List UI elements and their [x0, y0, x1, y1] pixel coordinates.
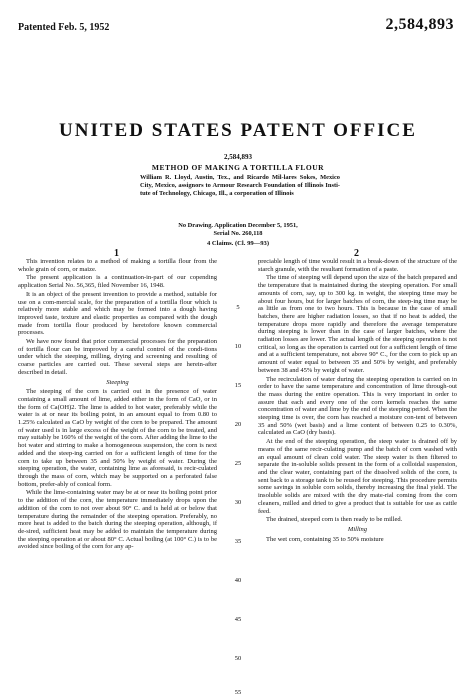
paragraph: The drained, steeped corn is then ready to be milled. — [266, 516, 403, 524]
text-column-1 — [18, 258, 217, 551]
paragraph: While the lime-containing water may be at or near its boiling point prior to the addition of the corn, the temperature immediately drops upon the addition of the corn to not over about 90° C. and is held at or below that temperature during the remainder of the steeping operation. Preferably, no more heat is added to the batch during the steeping operation, although, if de-sired, sufficient heat may be added to maintain the temperature during the steeping operation at or about 80° C. Actual boiling (at 100° C.) is to be avoided since boiling of the corn for any ap- — [18, 489, 217, 551]
column-number-1: 1 — [114, 248, 119, 259]
milling-heading: Milling — [347, 525, 368, 533]
paragraph: preciable length of time would result in a break-down of the structure of the starch granule, with the resultant formation of a paste. — [258, 258, 457, 273]
paragraph: It is an object of the present invention to provide a method, suitable for use on a com-mercial scale, for the preparation of a tortilla flour which is relatively more stable and which may be formed into a dough having improved taste, texture and elastic properties as compared with the dough made from tortilla flour produced by heretofore known commercial processes. — [18, 290, 217, 337]
line-number: 40 — [234, 577, 242, 584]
line-number: 20 — [234, 421, 242, 428]
paragraph: The present application is a continuation-in-part of our copending application Serial No. 56,365, filed November 16, 1948. — [18, 274, 217, 290]
line-number: 10 — [234, 343, 242, 350]
paragraph: We have now found that prior commercial processes for the preparation of tortilla flour can be improved by a careful control of the condi-tions under which the steeping, milling, drying and screening and resulting of coarse particles are carried out. These several steps are herein-after described in detail. — [18, 338, 217, 376]
patent-number: 2,584,893 — [385, 16, 454, 33]
paragraph: The wet corn, containing 35 to 50% moisture — [266, 535, 384, 543]
application-line-1: No Drawing. Application December 5, 1951, — [178, 222, 298, 229]
patent-date: Patented Feb. 5, 1952 — [18, 22, 110, 33]
line-number: 25 — [234, 460, 242, 467]
invention-title: METHOD OF MAKING A TORTILLA FLOUR — [151, 163, 325, 172]
paragraph: At the end of the steeping operation, the steep water is drained off by means of the same recir-culating pump and the batch of corn washed with an equal amount of clean cold water. The steep water is then filtered to separate the in-soluble solids present in the form of a colloidal suspension, and the clear water, containing part of the dissolved solids of the corn, is sent back to a storage tank to be reused for steeping. This procedure permits some savings in soluble corn solids, thereby increasing the final yield. The insoluble solids are mixed with the dry mate-rial coming from the corn cleaners, milled and dried to give a product that is suitable for use as cattle feed. — [258, 438, 457, 515]
inventors-block: William R. Lloyd, Austin, Tex., and Ricardo Mil-lares Sokes, Mexico City, Mexico, assignors to Armour Research Foundation of Illinois Insti-tute of Technology, Chicago, Ill., a corporation of Illinois — [140, 174, 340, 197]
application-line-2: Serial No. 260,118 — [213, 229, 263, 237]
claims-line: 4 Claims. (Cl. 99—93) — [206, 240, 270, 247]
line-number: 35 — [234, 538, 242, 545]
steeping-heading: Steeping — [106, 378, 129, 386]
office-title: UNITED STATES PATENT OFFICE — [59, 120, 417, 141]
paragraph: The time of steeping will depend upon the size of the batch prepared and the temperature that is maintained during the steeping operation. For small amounts of corn, say, up to 300 kg. in weight, the steeping time may be about four hours, but for larger batches of corn, the steep-ing time may be as little as from one to two hours. This is because in the case of small batches, there are higher radiation losses, so that if no heat is added, the temperature drops more rapidly and therefore the average temperature during steeping is lower than in the case of larger batches, where the radiation losses are lower. The actual length of the steeping operation is not critical, so long as the operation is carried out for a sufficient length of time and at a sufficient temperature, not above 90° C., for the corn to pick up an amount of water equal to between 35 and 50% by weight, and preferably between 38 and 45% by weight of water. — [258, 274, 457, 374]
paragraph: The steeping of the corn is carried out in the presence of water containing a small amount of lime, added either in the form of CaO, or in the form of Ca(OH)2. The lime is added to hot water, preferably while the water is at or near its boiling point, in an amount equal to from 0.80 to 1.25% calculated as CaO by weight of the corn to be prepared. The amount of water used is in large excess of the weight of the corn to be treated, and may suitably be 160% of the weight of the corn. After adding the lime to the hot water and stirring to make a homogeneous suspension, the corn is next added and the steep-ing carried on for a sufficient length of time for the corn to take up between 35 and 50% by weight of water. During the steeping operation, the water, containing lime as aforesaid, is recir-culated through the mass of corn, which may be supported on a perforated false bottom, prefer-ably of conical form. — [18, 388, 217, 488]
line-number: 5 — [236, 304, 240, 311]
line-number: 55 — [234, 689, 242, 696]
line-number: 15 — [234, 382, 242, 389]
application-info — [60, 222, 416, 238]
line-numbers — [228, 258, 248, 698]
line-number: 45 — [234, 616, 242, 623]
text-column-2 — [258, 258, 457, 543]
paragraph: This invention relates to a method of making a tortilla flour from the whole grain of corn, or maize. — [18, 258, 217, 273]
line-number: 30 — [234, 499, 242, 506]
small-patent-number: 2,584,893 — [224, 153, 252, 161]
line-number: 50 — [234, 655, 242, 662]
paragraph: The recirculation of water during the steeping operation is carried on in order to have the same temperature and concentration of lime through-out the mass during the entire operation. This is very important in order to assure that each and every one of the corn kernels reaches the same concentration of water and lime by the end of the steeping period. When the steeping time is over, the corn has reached a moisture con-tent of between 35 and 50% (wet basis) and a lime content of between 0.25 to 0.30%, calculated as CaO (dry basis). — [258, 375, 457, 437]
column-number-2: 2 — [354, 248, 359, 259]
